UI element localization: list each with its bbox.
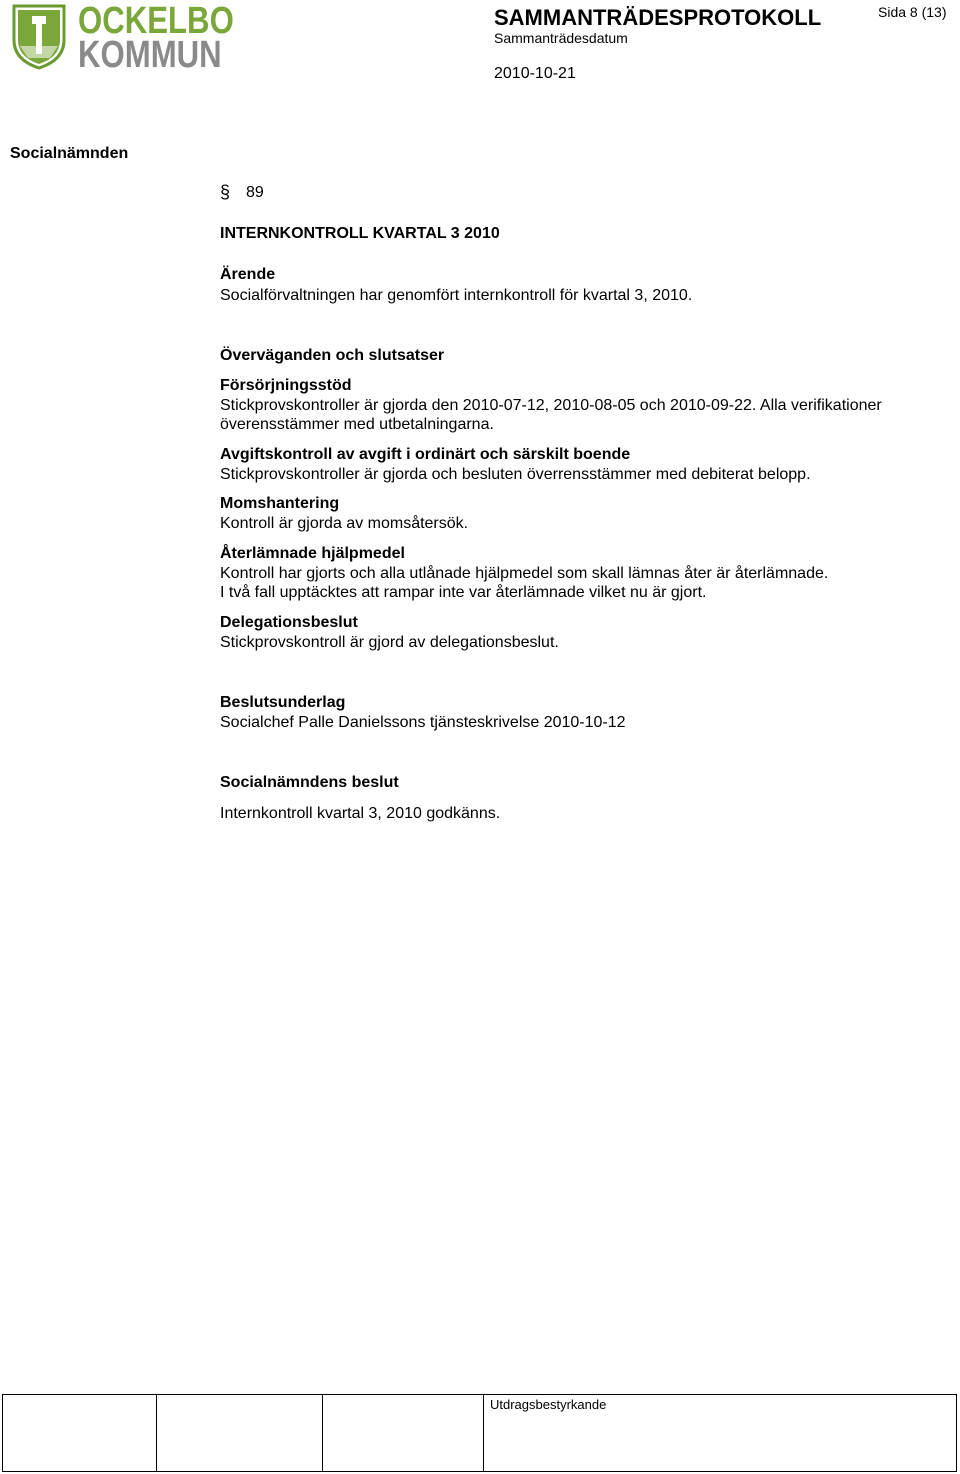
section-text-line: I två fall upptäcktes att rampar inte var återlämnade vilket nu är gjort. (220, 584, 707, 601)
decision-basis-heading: Beslutsunderlag (220, 694, 346, 711)
document-title: SAMMANTRÄDESPROTOKOLL (494, 5, 822, 30)
decision-heading: Socialnämndens beslut (220, 774, 399, 791)
section-heading: Momshantering (220, 495, 340, 512)
section-heading: Avgiftskontroll av avgift i ordinärt och särskilt boende (220, 446, 631, 463)
meeting-date-label: Sammanträdesdatum (494, 30, 628, 46)
page-indicator: Sida 8 (13) (878, 4, 947, 20)
municipality-logo (10, 0, 234, 76)
decision-basis-text: Socialchef Palle Danielssons tjänsteskrivelse 2010-10-12 (220, 714, 626, 731)
paragraph-number: 89 (246, 184, 264, 201)
committee-name: Socialnämnden (10, 145, 129, 162)
arende-heading: Ärende (220, 266, 276, 283)
logo-text-ockelbo: OCKELBO (78, 0, 234, 42)
considerations-heading: Överväganden och slutsatser (220, 347, 445, 364)
section-text-line: Kontroll är gjorda av momsåtersök. (220, 515, 469, 532)
section-heading: Delegationsbeslut (220, 614, 358, 631)
signature-box (323, 1395, 484, 1472)
section-text-line: Stickprovskontroller är gjorda och besluten överrensstämmer med debiterat belopp. (220, 466, 811, 483)
item-title: INTERNKONTROLL KVARTAL 3 2010 (220, 225, 500, 242)
meeting-date-value: 2010-10-21 (494, 65, 576, 82)
section-sign: § (220, 182, 231, 202)
coat-of-arms-icon (10, 2, 68, 70)
signature-table (2, 1394, 957, 1472)
signature-box (157, 1395, 323, 1472)
logo-text-kommun: KOMMUN (78, 34, 222, 76)
section-text-line: Kontroll har gjorts och alla utlånade hjälpmedel som skall lämnas åter är återlämnade. (220, 565, 829, 582)
arende-text: Socialförvaltningen har genomfört internkontroll för kvartal 3, 2010. (220, 287, 693, 304)
section-text-line: Stickprovskontroll är gjord av delegationsbeslut. (220, 634, 559, 651)
signature-box (3, 1395, 157, 1472)
section-heading: Återlämnade hjälpmedel (220, 545, 405, 562)
decision-text: Internkontroll kvartal 3, 2010 godkänns. (220, 805, 501, 822)
extract-certifier-label: Utdragsbestyrkande (490, 1397, 607, 1412)
section-text-line: Stickprovskontroller är gjorda den 2010-07-12, 2010-08-05 och 2010-09-22. Alla verifikationer (220, 397, 882, 414)
section-text-line: överensstämmer med utbetalningarna. (220, 416, 494, 433)
extract-certifier-box (484, 1395, 957, 1472)
section-heading: Försörjningsstöd (220, 377, 352, 394)
